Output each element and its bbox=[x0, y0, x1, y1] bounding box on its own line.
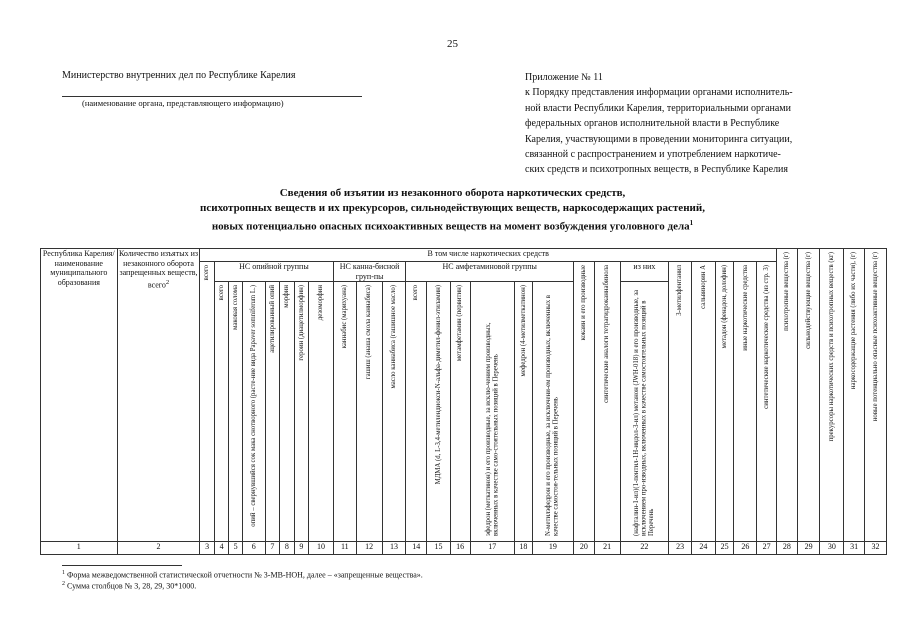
appendix-line: ских средств и психотропных веществ, в Республике Карелия bbox=[525, 164, 789, 176]
header-of-them: из них bbox=[620, 262, 669, 282]
header-c26: иные наркотические средства bbox=[734, 262, 757, 542]
header-narcotics-group: В том числе наркотических средств bbox=[200, 249, 777, 262]
header-c30: прекурсоры наркотических средств и психотропных веществ (кг) bbox=[820, 249, 844, 542]
appendix-line: к Порядку представления информации органами исполнитель- bbox=[525, 87, 793, 99]
column-number: 4 bbox=[214, 541, 228, 554]
footnote-2: $^2$ Сумма столбцов № 3, 28, 29, 30*1000. bbox=[62, 581, 197, 591]
header-c19: N-метилэфедрон и его производные, за исключени-ем производных, включенных в качестве самостоя-тельных позиций в Перечень bbox=[532, 282, 573, 542]
header-c13: масло каннабиса (гашишное масло) bbox=[382, 282, 406, 542]
header-c4: всего bbox=[214, 282, 228, 542]
header-c28: психотропные вещества (г) bbox=[777, 249, 798, 542]
column-number: 6 bbox=[242, 541, 265, 554]
header-amphetamine-group: НС амфетаминовой группы bbox=[406, 262, 574, 282]
header-c15: МДМА (d, L-3,4-метилендиокси-N-альфа-диметил-фенил-этиламин) bbox=[427, 282, 451, 542]
column-number: 24 bbox=[692, 541, 716, 554]
header-c14: всего bbox=[406, 282, 427, 542]
column-number: 27 bbox=[757, 541, 777, 554]
column-number: 22 bbox=[620, 541, 669, 554]
ministry-caption: (наименование органа, представляющего информацию) bbox=[82, 98, 284, 108]
appendix-line: федеральных органов исполнительной власти в Республике bbox=[525, 118, 780, 130]
header-c27: синтетические наркотические средства (из стр. 3) bbox=[757, 262, 777, 542]
header-c17: эфедрон (меткатинон) и его производные, за исклю-чением производных, включенных в качестве само-стоятельных позиций в Перечень bbox=[470, 282, 515, 542]
column-number: 19 bbox=[532, 541, 573, 554]
column-number: 17 bbox=[470, 541, 515, 554]
header-c18: мефедрон (4-метилметкатинон) bbox=[515, 282, 533, 542]
column-number: 18 bbox=[515, 541, 533, 554]
header-c9: героин (диацетилморфин) bbox=[294, 282, 308, 542]
header-opium-group: НС опийной группы bbox=[214, 262, 333, 282]
column-number: 28 bbox=[777, 541, 798, 554]
title-line-2: психотропных веществ и их прекурсоров, сильнодействующих веществ, наркосодержащих растений, bbox=[200, 202, 705, 214]
header-c29: сильнодействующие вещества (г) bbox=[797, 249, 820, 542]
header-c6: опий – свернувшийся сок мака снотворного (расте-ние вида Papaver somniferum L.) bbox=[242, 282, 265, 542]
column-number: 13 bbox=[382, 541, 406, 554]
appendix-line: ной власти Республики Карелия, территориальными органами bbox=[525, 102, 791, 114]
header-c21: синтетические аналоги тетрагидроканнабинола bbox=[594, 262, 620, 542]
column-number: 10 bbox=[309, 541, 334, 554]
header-cannabis-group: НС канна-бисной груп-пы bbox=[333, 262, 405, 282]
header-region: Республика Карелия/ наименование муниципального образования bbox=[41, 249, 118, 542]
header-c32: новые потенциально опасные психоактивные вещества (г) bbox=[864, 249, 886, 542]
header-c12: гашиш (анаша смола каннабиса) bbox=[356, 282, 382, 542]
column-number: 25 bbox=[715, 541, 734, 554]
header-c5: маковая солома bbox=[229, 282, 242, 542]
header-c10: дезоморфин bbox=[309, 282, 334, 542]
column-number: 30 bbox=[820, 541, 844, 554]
header-total-quantity: Количество изъятых из незаконного оборота запрещенных веществ, всего$^2$ bbox=[117, 249, 200, 542]
column-number: 31 bbox=[844, 541, 865, 554]
ministry-name: Министерство внутренних дел по Республике Карелия bbox=[62, 70, 296, 81]
appendix-block bbox=[525, 70, 870, 178]
ministry-underline bbox=[62, 96, 362, 97]
column-number: 26 bbox=[734, 541, 757, 554]
document-title bbox=[120, 186, 785, 235]
footnote-1-mark: 1 bbox=[62, 570, 65, 576]
column-number: 14 bbox=[406, 541, 427, 554]
column-number: 15 bbox=[427, 541, 451, 554]
header-c16: метамфетамин (первитин) bbox=[450, 282, 470, 542]
header-c11: каннабис (марихуана) bbox=[333, 282, 356, 542]
column-number: 5 bbox=[229, 541, 242, 554]
column-number: 7 bbox=[265, 541, 279, 554]
column-number: 20 bbox=[574, 541, 595, 554]
header-c31: наркосодержащие растения (либо их части), (г) bbox=[844, 249, 865, 542]
header-total-footnote-mark: 2 bbox=[165, 278, 170, 286]
header-c25: метадон (фенадон, долофин) bbox=[715, 262, 734, 542]
column-number: 29 bbox=[797, 541, 820, 554]
column-number: 8 bbox=[280, 541, 294, 554]
column-number: 23 bbox=[669, 541, 692, 554]
title-line-3: новых потенциально опасных психоактивных веществ на момент возбуждения уголовного дела$^1$ bbox=[211, 219, 694, 233]
footnote-2-mark: 2 bbox=[62, 581, 65, 587]
title-line-1: Сведения об изъятии из незаконного оборота наркотических средств, bbox=[279, 187, 626, 199]
header-c20: кокаин и его производные bbox=[574, 262, 595, 542]
page-number: 25 bbox=[447, 38, 458, 50]
title-footnote-mark: 1 bbox=[689, 219, 694, 227]
header-c22: (нафталин-1-ил)(1-пентил-1Н-индол-3-ил) метанон (JWH-018) и его производные, за исключением про-изводных, включенных в качестве самостоятельных позиций в Перечень bbox=[620, 282, 669, 542]
column-number: 1 bbox=[41, 541, 118, 554]
header-c3: всего bbox=[200, 262, 214, 542]
footnote-separator bbox=[62, 565, 182, 566]
header-c24: сальвинорин А bbox=[692, 262, 716, 542]
column-number: 21 bbox=[594, 541, 620, 554]
column-number: 16 bbox=[450, 541, 470, 554]
header-c8: морфин bbox=[280, 282, 294, 542]
column-number: 12 bbox=[356, 541, 382, 554]
header-c23: 3-метилфентанил bbox=[669, 262, 692, 542]
appendix-line: Карелия, участвующими в проведении мониторинга ситуации, bbox=[525, 133, 793, 145]
column-number: 3 bbox=[200, 541, 214, 554]
seizure-table bbox=[40, 248, 887, 555]
column-number: 9 bbox=[294, 541, 308, 554]
column-number: 32 bbox=[864, 541, 886, 554]
header-c7: ацетилированный опий bbox=[265, 282, 279, 542]
appendix-line: Приложение № 11 bbox=[525, 72, 603, 83]
column-number: 11 bbox=[333, 541, 356, 554]
column-number: 2 bbox=[117, 541, 200, 554]
appendix-line: связанной с распространением и употреблением наркотиче- bbox=[525, 149, 781, 161]
footnote-1: $^1$ Форма межведомственной статистической отчетности № 3-МВ-НОН, далее – «запрещенные вещества». bbox=[62, 570, 423, 580]
